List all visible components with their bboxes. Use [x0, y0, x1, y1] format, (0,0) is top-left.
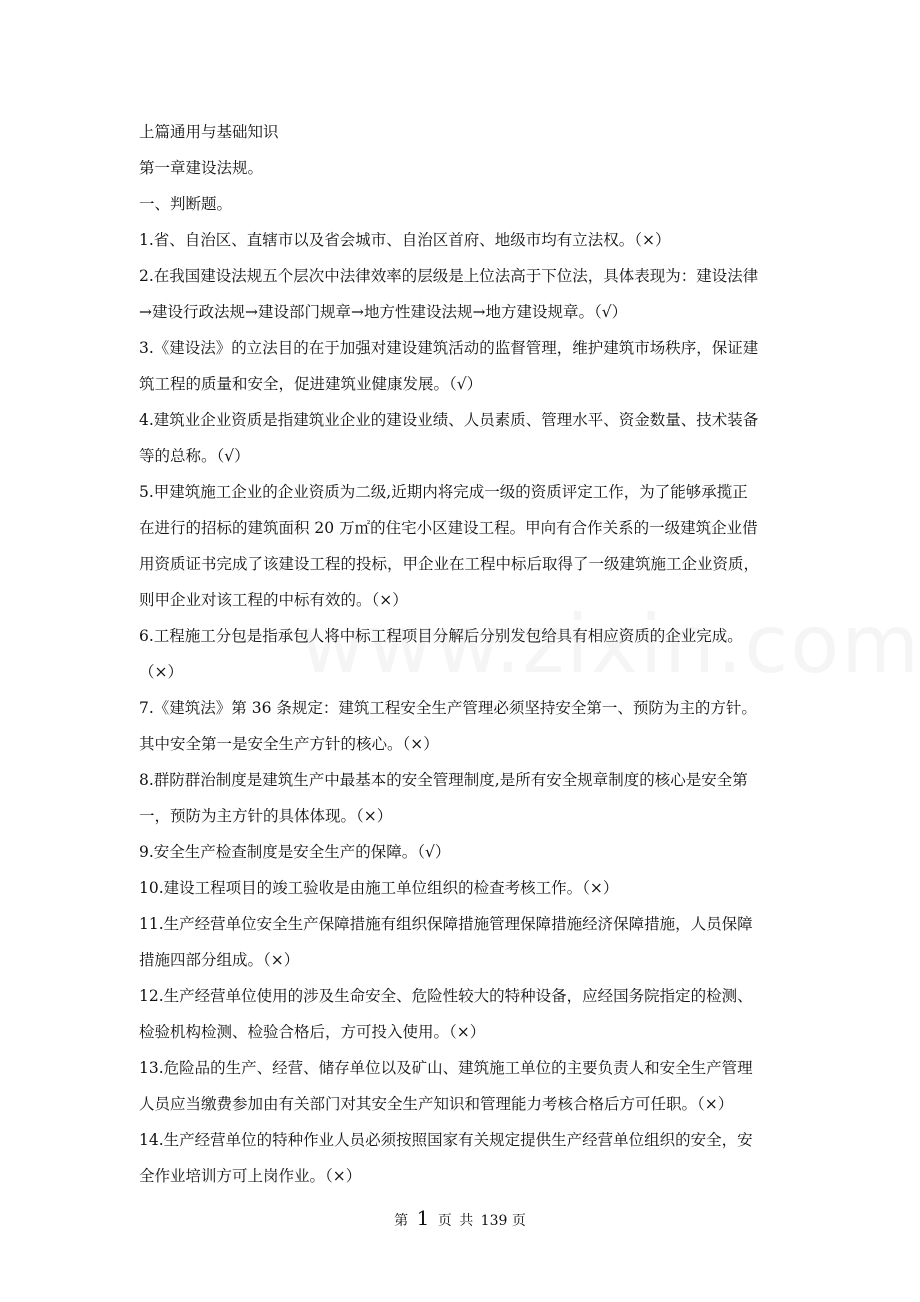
page-footer — [0, 1206, 920, 1233]
text-line: 检验机构检测、检验合格后，方可投入使用。（×） — [139, 1023, 486, 1041]
text-line: 2.在我国建设法规五个层次中法律效率的层级是上位法高于下位法，具体表现为：建设法律 — [139, 267, 759, 285]
text-line: 10.建设工程项目的竣工验收是由施工单位组织的检查考核工作。（×） — [139, 879, 619, 897]
text-line: 14.生产经营单位的特种作业人员必须按照国家有关规定提供生产经营单位组织的安全，安 — [139, 1131, 753, 1149]
text-line: 1.省、自治区、直辖市以及省会城市、自治区首府、地级市均有立法权。（×） — [139, 231, 671, 249]
footer-prefix: 第 — [394, 1213, 409, 1229]
text-line: 等的总称。（√） — [139, 447, 250, 465]
document-body — [139, 114, 784, 1194]
text-line: 11.生产经营单位安全生产保障措施有组织保障措施管理保障措施经济保障措施，人员保障 — [139, 915, 753, 933]
footer-suffix: 页 — [511, 1213, 526, 1229]
text-line: 全作业培训方可上岗作业。（×） — [139, 1167, 362, 1185]
text-line: 5.甲建筑施工企业的企业资质为二级,近期内将完成一级的资质评定工作，为了能够承揽正 — [139, 483, 748, 501]
text-line: 措施四部分组成。（×） — [139, 951, 300, 969]
text-line: 人员应当缴费参加由有关部门对其安全生产知识和管理能力考核合格后方可任职。（×） — [139, 1095, 734, 1113]
text-line: 6.工程施工分包是指承包人将中标工程项目分解后分别发包给具有相应资质的企业完成。 — [139, 627, 743, 645]
part-title: 一、判断题。 — [139, 195, 233, 213]
text-line: 一，预防为主方针的具体体现。（×） — [139, 807, 393, 825]
text-line: 则甲企业对该工程的中标有效的。（×） — [139, 591, 408, 609]
text-line: 9.安全生产检查制度是安全生产的保障。（√） — [139, 843, 451, 861]
text-line: 4.建筑业企业资质是指建筑业企业的建设业绩、人员素质、管理水平、资金数量、技术装备 — [139, 411, 759, 429]
text-line: 筑工程的质量和安全，促进建筑业健康发展。（√） — [139, 375, 483, 393]
text-line: 其中安全第一是安全生产方针的核心。（×） — [139, 735, 439, 753]
chapter-title: 第一章建设法规。 — [139, 159, 264, 177]
text-line: 3.《建设法》的立法目的在于加强对建设建筑活动的监督管理，维护建筑市场秩序，保证建 — [139, 339, 759, 357]
total-pages: 139 — [480, 1213, 508, 1229]
text-line: （×） — [139, 663, 183, 681]
text-line: 7.《建筑法》第 36 条规定：建筑工程安全生产管理必须坚持安全第一、预防为主的方针。 — [139, 699, 757, 717]
text-line: 13.危险品的生产、经营、储存单位以及矿山、建筑施工单位的主要负责人和安全生产管理 — [139, 1059, 753, 1077]
section-title: 上篇通用与基础知识 — [139, 123, 279, 141]
text-line: 在进行的招标的建筑面积 20 万㎡的住宅小区建设工程。甲向有合作关系的一级建筑企业借 — [139, 519, 758, 537]
text-line: →建设行政法规→建设部门规章→地方性建设法规→地方建设规章。（√） — [139, 303, 628, 321]
text-line: 用资质证书完成了该建设工程的投标，甲企业在工程中标后取得了一级建筑施工企业资质， — [139, 555, 760, 573]
footer-page-word: 页 — [437, 1213, 452, 1229]
page-number: 1 — [416, 1206, 430, 1230]
text-line: 8.群防群治制度是建筑生产中最基本的安全管理制度,是所有安全规章制度的核心是安全第 — [139, 771, 748, 789]
text-line: 12.生产经营单位使用的涉及生命安全、危险性较大的特种设备，应经国务院指定的检测、 — [139, 987, 753, 1005]
footer-total-word: 共 — [459, 1213, 474, 1229]
